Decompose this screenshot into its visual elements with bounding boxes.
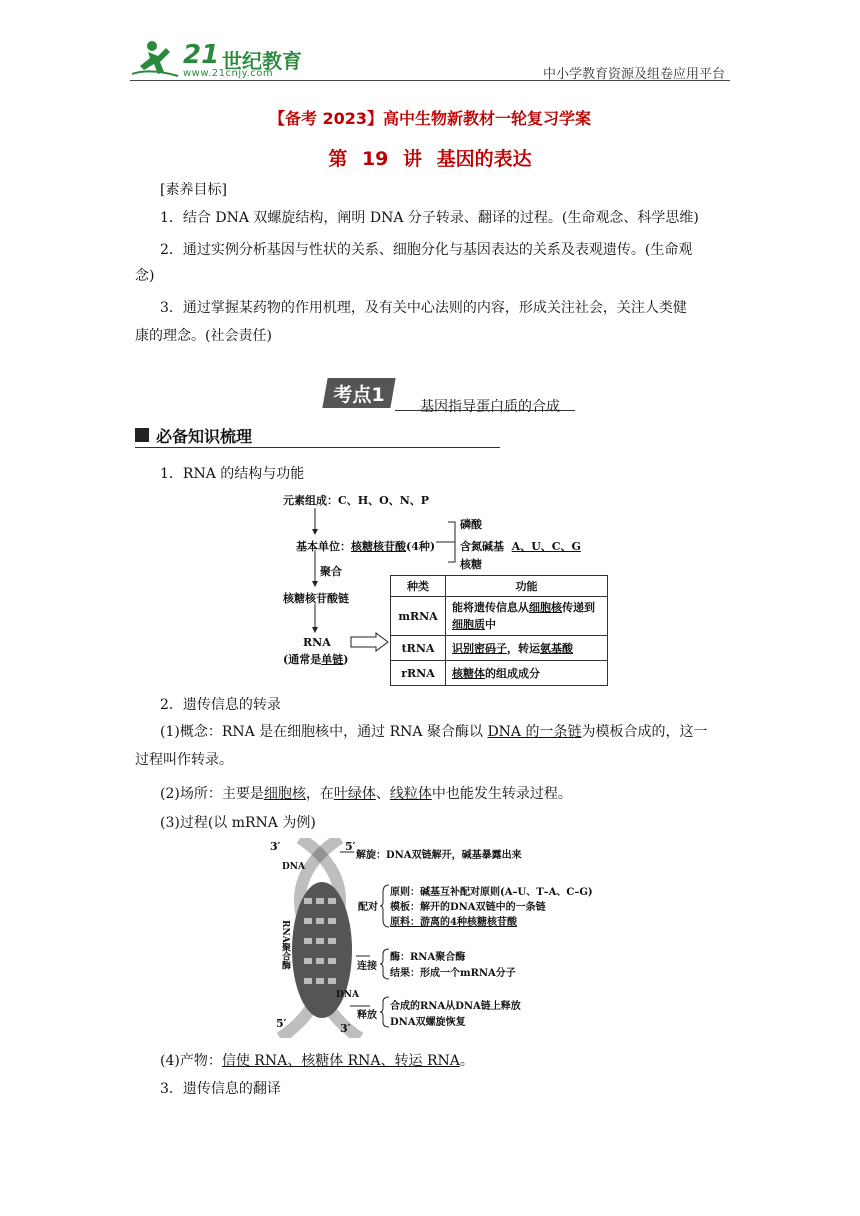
base-row [460,538,581,554]
table-header: 种类 [391,576,446,597]
ribose-label: 核糖 [460,558,482,571]
rna-note: (通常是单链) [283,653,349,666]
kaodian-title: 基因指导蛋白质的合成 [420,399,560,415]
table-header: 功能 [446,576,608,597]
pair-item: 原则：碱基互补配对原则(A–U、T–A、C–G) [390,887,593,898]
table-row: tRNA 识别密码子，转运氨基酸 [391,636,608,661]
doc-title: 【备考 2023】高中生物新教材一轮复习学案 [268,109,592,128]
logo-number: 21 [183,40,220,70]
right-hollow-arrow-icon [350,632,390,652]
unit-value: 核糖核苷酸 [351,540,406,553]
section-title: 必备知识梳理 [156,427,253,446]
translation-heading: 3．遗传信息的翻译 [160,1081,281,1097]
pair-item: 原料：游离的4种核糖核苷酸 [390,917,517,928]
dna-end-3-bottom: 3′ [340,1022,351,1035]
dna-end-5-top: 5′ [345,840,356,853]
table-row: rRNA 核糖体的组成成分 [391,661,608,686]
pair-step: 配对 [358,902,378,913]
link-item: 酶：RNA聚合酶 [390,952,466,963]
dna-end-3-top: 3′ [270,840,281,853]
release-item: 合成的RNA从DNA链上释放 [390,1001,521,1012]
transcription-product: (4)产物：信使 RNA、核糖体 RNA、转运 RNA。 [160,1053,474,1069]
rna-elements: 元素组成：C、H、O、N、P [283,494,430,507]
objective-2: 2．通过实例分析基因与性状的关系、细胞分化与基因表达的关系及表观遗传。(生命观 [160,242,693,258]
logo-url: www.21cnjy.com [183,68,274,79]
pair-item: 模板：解开的DNA双链中的一条链 [390,902,546,913]
unit-count: (4种) [406,540,436,553]
unit-label: 基本单位： [296,540,351,553]
bases-value: A、U、C、G [511,540,581,553]
polymerize-label: 聚合 [320,565,342,578]
header-divider [130,80,730,81]
unwind-step: 解旋：DNA双链解开，碱基暴露出来 [356,850,522,861]
table-header-row [391,576,608,597]
objective-2-cont: 念) [135,268,155,284]
release-item: DNA双螺旋恢复 [390,1017,466,1028]
objectives-label: [素养目标] [160,182,227,198]
lesson-title: 第 19 讲 基因的表达 [328,148,532,170]
kaodian-label: 考点1 [333,384,385,406]
link-step: 连接 [357,961,377,972]
platform-name: 中小学教育资源及组卷应用平台 [542,67,725,82]
section-square-icon [135,428,149,442]
transcription-heading: 2．遗传信息的转录 [160,697,281,713]
rna-heading: 1．RNA 的结构与功能 [160,466,305,482]
kaodian-underline [395,410,575,411]
link-item: 结果：形成一个mRNA分子 [390,968,516,979]
brace-icon [380,884,390,928]
section-underline [135,447,500,448]
rna-function-table [390,575,608,686]
dna-label-bottom: DNA [336,990,360,1000]
transcription-site: (2)场所：主要是细胞核，在叶绿体、线粒体中也能发生转录过程。 [160,786,572,802]
chain-label: 核糖核苷酸链 [283,592,349,605]
transcription-concept: (1)概念：RNA 是在细胞核中，通过 RNA 聚合酶以 DNA 的一条链为模板合成的，这一 过程叫作转录。 [135,724,708,768]
base-label: 含氮碱基 [460,540,504,553]
dna-label-top: DNA [282,862,306,872]
rna-label: RNA [303,636,331,649]
brace-icon [380,996,390,1028]
release-step: 释放 [357,1010,377,1021]
rna-polymerase-label: RNA聚合酶 [280,920,290,970]
objective-3-cont: 康的理念。(社会责任) [135,328,272,344]
dna-end-5-bottom: 5′ [276,1017,287,1030]
transcription-process: (3)过程(以 mRNA 为例) [160,815,316,831]
logo-text: 世纪教育 [222,49,302,73]
table-row: mRNA 能将遗传信息从细胞核传递到细胞质中 [391,597,608,636]
brace-icon [380,948,390,980]
objective-1: 1．结合 DNA 双螺旋结构，阐明 DNA 分子转录、翻译的过程。(生命观念、科学思维) [160,210,699,226]
objective-3: 3．通过掌握某药物的作用机理，及有关中心法则的内容，形成关注社会，关注人类健 [160,300,687,316]
phosphate-label: 磷酸 [460,518,482,531]
logo-runner-icon [130,38,182,80]
